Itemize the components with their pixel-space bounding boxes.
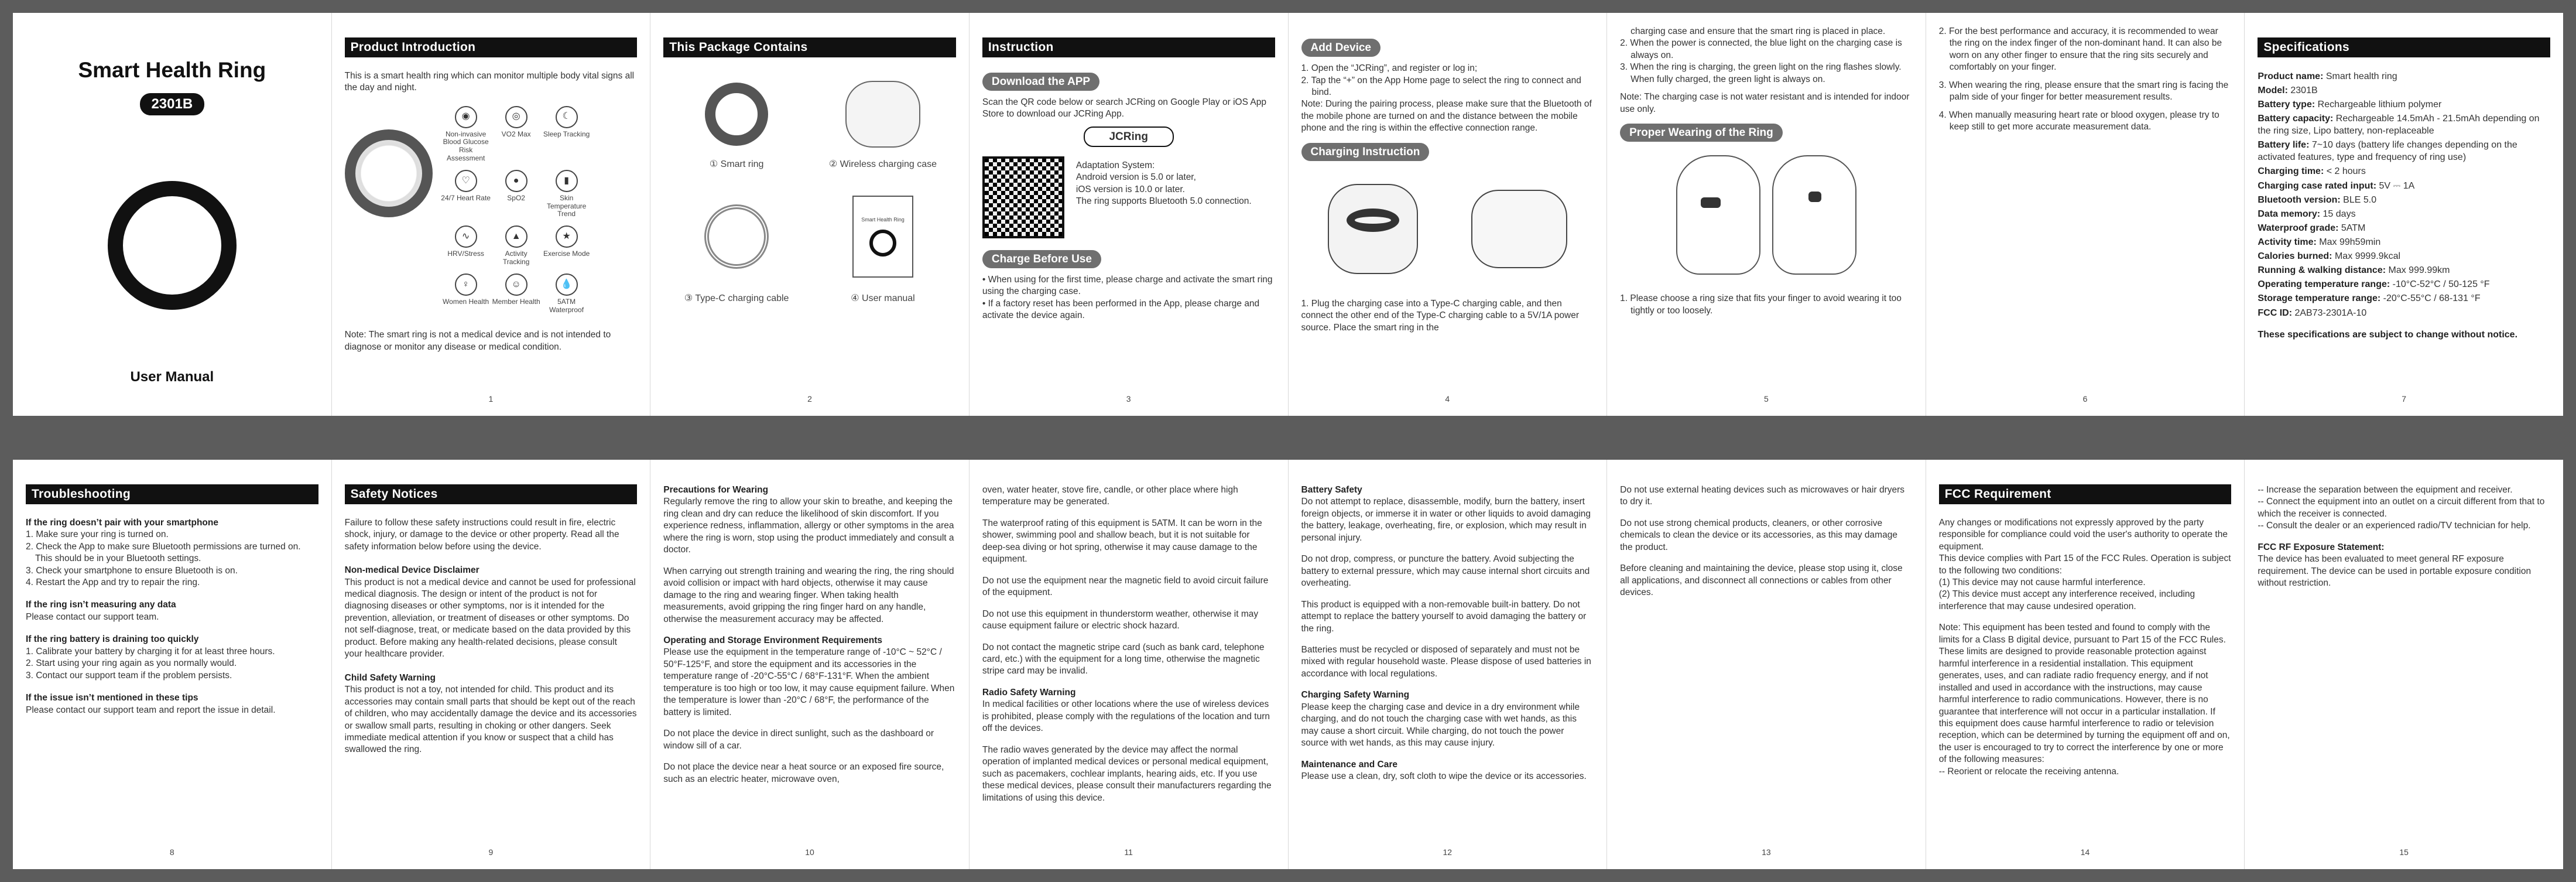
activity-icon: ▲ (505, 225, 527, 248)
ring-illustration (108, 181, 237, 310)
charging-case-image (845, 81, 920, 148)
feature-item: ♡ 24/7 Heart Rate (441, 170, 491, 218)
page-number: 14 (2080, 847, 2090, 857)
paragraph: -- Increase the separation between the equipment and receiver. (2258, 485, 2513, 495)
spec-row (2258, 208, 2550, 220)
proper-wearing-pill: Proper Wearing of the Ring (1620, 124, 1783, 142)
list-item: 1. Make sure your ring is turned on. (26, 529, 169, 540)
paragraph: Please use a clean, dry, soft cloth to wipe the device or its accessories. (1301, 771, 1587, 782)
paragraph: In medical facilities or other locations where the use of wireless devices is prohibited, please comply with the regulations of the location and turn off the devices. (982, 699, 1270, 734)
paragraph: Batteries must be recycled or disposed of separately and must not be mixed with regular household waste. Please dispose of used batteries in accordance with local regulations. (1301, 644, 1591, 679)
paragraph: Do not use the equipment near the magnetic field to avoid circuit failure of the equipment. (982, 575, 1269, 598)
spec-row (2258, 236, 2550, 248)
spec-value: < 2 hours (2324, 166, 2366, 177)
section-header: Safety Notices (345, 484, 638, 504)
issue-heading: If the issue isn’t mentioned in these tips (26, 693, 198, 703)
page-number: 15 (2399, 847, 2409, 857)
section-header: Product Introduction (345, 37, 638, 57)
product-introduction-panel (332, 13, 651, 416)
package-item: ① Smart ring (663, 70, 810, 170)
page-number: 10 (805, 847, 814, 857)
charging-instruction-pill: Charging Instruction (1301, 143, 1430, 161)
paragraph: Do not place the device in direct sunlight, such as the dashboard or window sill of a car. (663, 729, 934, 751)
feature-item: ♀ Women Health (441, 274, 491, 314)
paragraph: This device complies with Part 15 of the FCC Rules. Operation is subject to the following two conditions: (1938, 553, 2231, 576)
spec-key: Running & walking distance: (2258, 265, 2386, 276)
spec-key: Charging time: (2258, 166, 2324, 177)
paragraph: This product is equipped with a non-removable built-in battery. Do not attempt to replace the battery yourself to avoid damaging the battery or the ring. (1301, 599, 1587, 634)
section-header: Troubleshooting (26, 484, 318, 504)
page-number: 11 (1124, 847, 1133, 857)
spec-row (2258, 84, 2550, 97)
member-icon: ☺ (505, 274, 527, 296)
precautions-continued-panel (970, 460, 1289, 869)
model-badge: 2301B (140, 93, 204, 115)
page-number: 6 (2082, 394, 2088, 404)
subheading: Radio Safety Warning (982, 687, 1076, 698)
waterproof-icon: 💧 (556, 274, 578, 296)
app-name-badge: JCRing (1084, 127, 1174, 147)
wearing-tips-panel (1926, 13, 2245, 416)
manual-row-top (13, 13, 2563, 416)
feature-item: ● SpO2 (491, 170, 542, 218)
charging-wearing-panel (1607, 13, 1926, 416)
spec-value: 2301B (2287, 85, 2318, 95)
spec-row (2258, 222, 2550, 234)
paragraph: Please use the equipment in the temperature range of -10°C ~ 52°C / 50°F-125°F, and store the equipment and its accessories in the temperature range of -20°C-55°C / 68°F-131°F. When the ambient temperature is too high or too low, it may cause equipment failure. When the temperature is lower than -20°C / 68°F, the performance of the battery is limited. (663, 647, 955, 717)
paragraph: Do not contact the magnetic stripe card (such as bank card, telephone card, etc.) with the equipment for a long time, otherwise the magnetic stripe card may be invalid. (982, 642, 1265, 676)
paragraph: The device has been evaluated to meet general RF exposure requirement. The device can be used in portable exposure condition without restriction. (2258, 554, 2532, 589)
subheading: Precautions for Wearing (663, 485, 769, 495)
step-1: 1. Open the “JCRing”, and register or log in; (1301, 63, 1478, 74)
paragraph: This product is not a toy, not intended for child. This product and its accessories may contain small parts that should be kept out of the reach of children, who may accidentally damage the device and its accessories or swallow small parts, resulting in choking or other dangers. Seek immediate medical attention if you know or suspect that a child has swallowed the ring. (344, 685, 637, 755)
thermometer-icon: ▮ (556, 170, 578, 192)
paragraph: (2) This device must accept any interference received, including interference that may cause undesired operation. (1938, 589, 2195, 611)
spec-row (2258, 98, 2550, 111)
step-3: 3. When the ring is charging, the green light on the ring flashes slowly. When fully charged, the green light is always on. (1620, 62, 1902, 84)
fcc-requirement-panel (1926, 460, 2245, 869)
women-health-icon: ♀ (455, 274, 477, 296)
paragraph: When carrying out strength training and wearing the ring, the ring should avoid collision or impact with hard objects, otherwise it may cause damage to the ring and wearing finger. When taking health measurements, avoid gripping the ring finger hard on any handle, otherwise the measurement accuracy may be affected. (663, 566, 954, 624)
spec-value: 15 days (2320, 208, 2356, 219)
spec-key: Calories burned: (2258, 251, 2332, 262)
intro-text: This is a smart health ring which can monitor multiple body vital signs all the day and night. (344, 70, 635, 93)
spec-value: Max 9999.9kcal (2332, 251, 2401, 262)
subheading: Charging Safety Warning (1301, 690, 1410, 700)
download-app-pill: Download the APP (982, 73, 1099, 91)
qr-code[interactable] (982, 156, 1064, 238)
spec-row (2258, 180, 2550, 192)
qr-row (982, 156, 1275, 238)
spec-key: FCC ID: (2258, 307, 2293, 318)
paragraph: Note: This equipment has been tested and found to comply with the limits for a Class B digital device, pursuant to Part 15 of the FCC Rules. These limits are designed to provide reasonable protection against harmful interference in a residential installation. This equipment generates, uses, and can radiate radio frequency energy, and if not installed and used in accordance with the instructions, may cause harmful interference to radio communications. However, there is no guarantee that interference will not occur in a particular installation. If this equipment does cause harmful interference to radio or television reception, which can be determined by turning the equipment off and on, the user is encouraged to try to correct the interference by one or more of the following measures: (1938, 623, 2230, 765)
paragraph: Any changes or modifications not expressly approved by the party responsible for compliance could void the user's authority to operate the equipment. (1938, 517, 2228, 552)
feature-item: ▲ Activity Tracking (491, 225, 542, 266)
issue-heading: If the ring doesn’t pair with your smartphone (26, 517, 218, 528)
charging-dock-image (1328, 184, 1418, 274)
paragraph: Do not use this equipment in thunderstorm weather, otherwise it may cause equipment failure or electric shock hazard. (982, 608, 1259, 631)
package-item: ② Wireless charging case (810, 70, 956, 170)
paragraph: Before cleaning and maintaining the device, please stop using it, close all applications, and disconnect all connections or cables from other devices. (1620, 563, 1903, 598)
issue-heading: If the ring battery is draining too quickly (26, 634, 199, 645)
paragraph: -- Consult the dealer or an experienced radio/TV technician for help. (2258, 521, 2531, 531)
troubleshooting-panel (13, 460, 332, 869)
cover-panel (13, 13, 332, 416)
wear-step-4: 4. When manually measuring heart rate or blood oxygen, please try to keep still to get more accurate measurement data. (1938, 110, 2219, 132)
feature-item: ▮ Skin Temperature Trend (542, 170, 592, 218)
section-header: FCC Requirement (1939, 484, 2232, 504)
page-number: 9 (488, 847, 494, 857)
spec-disclaimer: These specifications are subject to change without notice. (2258, 329, 2518, 340)
spec-key: Waterproof grade: (2258, 223, 2339, 233)
issue-text: Please contact our support team. (26, 611, 159, 622)
safety-notices-panel (332, 460, 651, 869)
subheading: Child Safety Warning (344, 672, 436, 683)
specifications-panel (2245, 13, 2563, 416)
spec-row (2258, 278, 2550, 290)
list-item: 3. Contact our support team if the problem persists. (26, 670, 232, 681)
paragraph: Do not place the device near a heat source or an exposed fire source, such as an electric heater, microwave oven, (663, 762, 944, 784)
spec-key: Product name: (2258, 71, 2324, 81)
issue-heading: If the ring isn’t measuring any data (26, 600, 176, 610)
spec-value: Rechargeable 14.5mAh - 21.5mAh depending on the ring size, Lipo battery, non-replaceable (2258, 114, 2540, 136)
spec-row (2258, 307, 2550, 319)
hrv-icon: ∿ (455, 225, 477, 248)
spec-key: Activity time: (2258, 237, 2317, 248)
section-header: Specifications (2258, 37, 2550, 57)
page-number: 12 (1443, 847, 1453, 857)
heart-rate-icon: ♡ (455, 170, 477, 192)
list-item: 1. Calibrate your battery by charging it for at least three hours. (26, 646, 275, 657)
maintenance-panel (1607, 460, 1926, 869)
features-area (345, 106, 638, 314)
page-number: 1 (488, 394, 494, 404)
paragraph: The waterproof rating of this equipment is 5ATM. It can be worn in the shower, swimming pool and shallow beach, but it is not suitable for deep-sea diving or hot spring, otherwise it may cause damage to the equipment. (982, 518, 1262, 565)
feature-item: ◉ Non-invasive Blood Glucose Risk Assessment (441, 106, 491, 163)
fcc-continued-panel (2245, 460, 2563, 869)
spec-value: -10°C-52°C / 50-125 °F (2390, 279, 2490, 290)
spec-key: Battery life: (2258, 140, 2310, 151)
ring-photo (345, 129, 433, 217)
vo2-icon: ◎ (505, 106, 527, 128)
feature-item: ☾ Sleep Tracking (542, 106, 592, 163)
paragraph: Please keep the charging case and device in a dry environment while charging, and do not touch the charging case with wet hands, as this may cause a short circuit. While charging, do not touch the power source with wet hands, as this may cause injury. (1301, 702, 1580, 748)
issue-text: Please contact our support team and report the issue in detail. (26, 705, 276, 715)
hand-with-ring-image (1676, 155, 1760, 275)
spec-row (2258, 292, 2550, 305)
spec-row (2258, 70, 2550, 83)
feature-item: ★ Exercise Mode (542, 225, 592, 266)
spec-value: Smart health ring (2323, 71, 2397, 81)
page-number: 2 (807, 394, 812, 404)
page-number: 8 (169, 847, 174, 857)
package-item: ③ Type-C charging cable (663, 181, 810, 305)
cover-subtitle: User Manual (130, 369, 214, 385)
paragraph: -- Connect the equipment into an outlet on a circuit different from that to which the receiver is connected. (2258, 497, 2545, 519)
spec-row (2258, 194, 2550, 206)
page-number: 7 (2402, 394, 2407, 404)
paragraph: Regularly remove the ring to allow your skin to breathe, and keeping the ring clean and dry can reduce the likelihood of skin discomfort. If you experience redness, inflammation, allergy or other symptoms in the area where the ring is worn, stop using the product immediately and consult a doctor. (663, 497, 954, 555)
paragraph: Do not use external heating devices such as microwaves or hair dryers to dry it. (1620, 485, 1905, 507)
paragraph: oven, water heater, stove fire, candle, or other place where high temperature may be generated. (982, 485, 1238, 507)
feature-item: 💧 5ATM Waterproof (542, 274, 592, 314)
spec-key: Data memory: (2258, 208, 2321, 219)
spec-key: Bluetooth version: (2258, 194, 2341, 205)
spec-key: Storage temperature range: (2258, 293, 2381, 304)
step-2: 2. When the power is connected, the blue light on the charging case is always on. (1620, 38, 1902, 60)
spec-key: Charging case rated input: (2258, 180, 2377, 191)
charging-illustration (1301, 170, 1594, 288)
section-header: This Package Contains (663, 37, 956, 57)
charge-note-1: • When using for the first time, please charge and activate the smart ring using the charging case. (982, 274, 1273, 297)
spec-key: Battery type: (2258, 99, 2315, 110)
medical-note: Note: The smart ring is not a medical device and is not intended to diagnose or monitor any disease or medical condition. (344, 330, 611, 352)
spec-value: Max 999.99km (2386, 265, 2450, 276)
charging-continued: charging case and ensure that the smart ring is placed in place. (1630, 26, 1886, 36)
instruction-panel (970, 13, 1289, 416)
feature-item: ∿ HRV/Stress (441, 225, 491, 266)
wear-step-1: 1. Please choose a ring size that fits your finger to avoid wearing it too tightly or too loosely. (1620, 293, 1902, 316)
charge-note-2: • If a factory reset has been performed in the App, please charge and activate the device again. (982, 298, 1260, 321)
paragraph: This product is not a medical device and cannot be used for professional medical diagnosis. The design or intent of the product is not for diagnosing diseases or other symptoms, nor is it intended for the prevention, alleviation, or treatment of diseases or other symptoms. Do not self-diagnose, treat, or medicate based on the data provided by this product. Before making any health-related decisions, please consult your healthcare provider. (344, 577, 636, 659)
spec-value: Rechargeable lithium polymer (2315, 99, 2442, 110)
spo2-icon: ● (505, 170, 527, 192)
spec-key: Model: (2258, 85, 2288, 95)
feature-item: ◎ VO2 Max (491, 106, 542, 163)
water-note: Note: The charging case is not water resistant and is intended for indoor use only. (1620, 92, 1910, 114)
list-item: 3. Check your smartphone to ensure Bluetooth is on. (26, 565, 238, 576)
subheading: Battery Safety (1301, 485, 1362, 495)
wear-step-2: 2. For the best performance and accuracy, it is recommended to wear the ring on the index finger of the non-dominant hand. It can also be worn on any other finger to ensure that the ring sits securely and comfortably on your finger. (1938, 26, 2222, 73)
spec-row (2258, 139, 2550, 163)
wearing-illustration (1620, 148, 1913, 282)
cable-image (704, 204, 769, 269)
safety-intro: Failure to follow these safety instructions could result in fire, electric shock, injury, or damage to the device or other property. Read all the safety information below before using the device. (344, 517, 619, 552)
blood-glucose-icon: ◉ (455, 106, 477, 128)
spec-row (2258, 264, 2550, 276)
spec-value: Max 99h59min (2316, 237, 2381, 248)
spec-value: 5ATM (2338, 223, 2366, 233)
spec-value: 7~10 days (battery life changes depending on the activated features, type and frequency of ring use) (2258, 140, 2517, 163)
step-2: 2. Tap the “+” on the App Home page to select the ring to connect and bind. (1301, 75, 1581, 97)
spec-value: -20°C-55°C / 68-131 °F (2380, 293, 2481, 304)
paragraph: Do not attempt to replace, disassemble, modify, burn the battery, insert foreign objects, or immerse it in water or other liquids to avoid damaging the battery, leakage, overheating, fire, or explosion, which may result in personal injury. (1301, 497, 1591, 543)
exercise-icon: ★ (556, 225, 578, 248)
feature-item: ☺ Member Health (491, 274, 542, 314)
wear-step-3: 3. When wearing the ring, please ensure that the smart ring is facing the palm side of your finger for better measurement results. (1938, 80, 2229, 102)
plug-instruction: 1. Plug the charging case into a Type-C charging cable, and then connect the other end of the Type-C charging cable to a 5V/1A power source. Place the smart ring in the (1301, 298, 1579, 333)
add-device-panel (1289, 13, 1608, 416)
spec-row (2258, 165, 2550, 177)
paragraph: (1) This device may not cause harmful interference. (1938, 577, 2146, 587)
pairing-note: Note: During the pairing process, please make sure that the Bluetooth of the mobile phone are turned on and the distance between the mobile phone and the ring is within the effective connection range. (1301, 99, 1592, 134)
scan-text: Scan the QR code below or search JCRing on Google Play or iOS App Store to download our JCRing App. (982, 97, 1266, 119)
page-number: 13 (1762, 847, 1771, 857)
sleep-icon: ☾ (556, 106, 578, 128)
page-number: 3 (1126, 394, 1131, 404)
battery-safety-panel (1289, 460, 1608, 869)
charge-before-use-pill: Charge Before Use (982, 250, 1101, 268)
paragraph: Do not drop, compress, or puncture the battery. Avoid subjecting the battery to external pressure, which may cause internal short circuits and overheating. (1301, 554, 1590, 589)
section-header: Instruction (982, 37, 1275, 57)
spec-value: 5V ⎓ 1A (2376, 180, 2415, 191)
feature-grid (441, 106, 592, 314)
subheading: FCC RF Exposure Statement: (2258, 542, 2385, 552)
list-item: 2. Check the App to make sure Bluetooth permissions are turned on. This should be in your Bluetooth settings. (26, 541, 301, 564)
precautions-panel (650, 460, 970, 869)
spec-key: Battery capacity: (2258, 114, 2334, 124)
spec-row (2258, 112, 2550, 137)
spec-list (2258, 70, 2550, 319)
spec-row (2258, 250, 2550, 262)
manual-row-bottom (13, 460, 2563, 869)
paragraph: The radio waves generated by the device may affect the normal operation of implanted medical devices or personal medical equipment, such as pacemakers, cochlear implants, hearing aids, etc. If you use these medical devices, please consult their manufacturers regarding the limitations of using this device. (982, 744, 1272, 803)
page-number: 5 (1764, 394, 1769, 404)
spec-value: 2AB73-2301A-10 (2292, 307, 2367, 318)
hand-image (1772, 155, 1856, 275)
adaptation-text: Adaptation System: Android version is 5.0 or later, iOS version is 10.0 or later. The ring supports Bluetooth 5.0 connection. (1075, 160, 1252, 207)
charging-cable-image (1471, 190, 1567, 268)
subheading: Maintenance and Care (1301, 759, 1398, 770)
page-number: 4 (1445, 394, 1450, 404)
paragraph: -- Reorient or relocate the receiving antenna. (1938, 766, 2119, 777)
paragraph: Do not use strong chemical products, cleaners, or other corrosive chemicals to clean the device or its accessories, as this may damage the product. (1620, 518, 1897, 552)
package-contents-panel (650, 13, 970, 416)
manual-image: Smart Health Ring (852, 196, 913, 278)
smart-ring-image (705, 83, 768, 146)
add-device-pill: Add Device (1301, 39, 1381, 57)
spec-key: Operating temperature range: (2258, 279, 2390, 290)
cover-title: Smart Health Ring (78, 58, 266, 82)
list-item: 4. Restart the App and try to repair the ring. (26, 577, 200, 587)
subheading: Non-medical Device Disclaimer (344, 565, 479, 576)
package-item: Smart Health Ring ④ User manual (810, 181, 956, 305)
list-item: 2. Start using your ring again as you normally would. (26, 658, 237, 669)
subheading: Operating and Storage Environment Requirements (663, 635, 883, 645)
package-grid (663, 70, 956, 305)
spec-value: BLE 5.0 (2340, 194, 2377, 205)
